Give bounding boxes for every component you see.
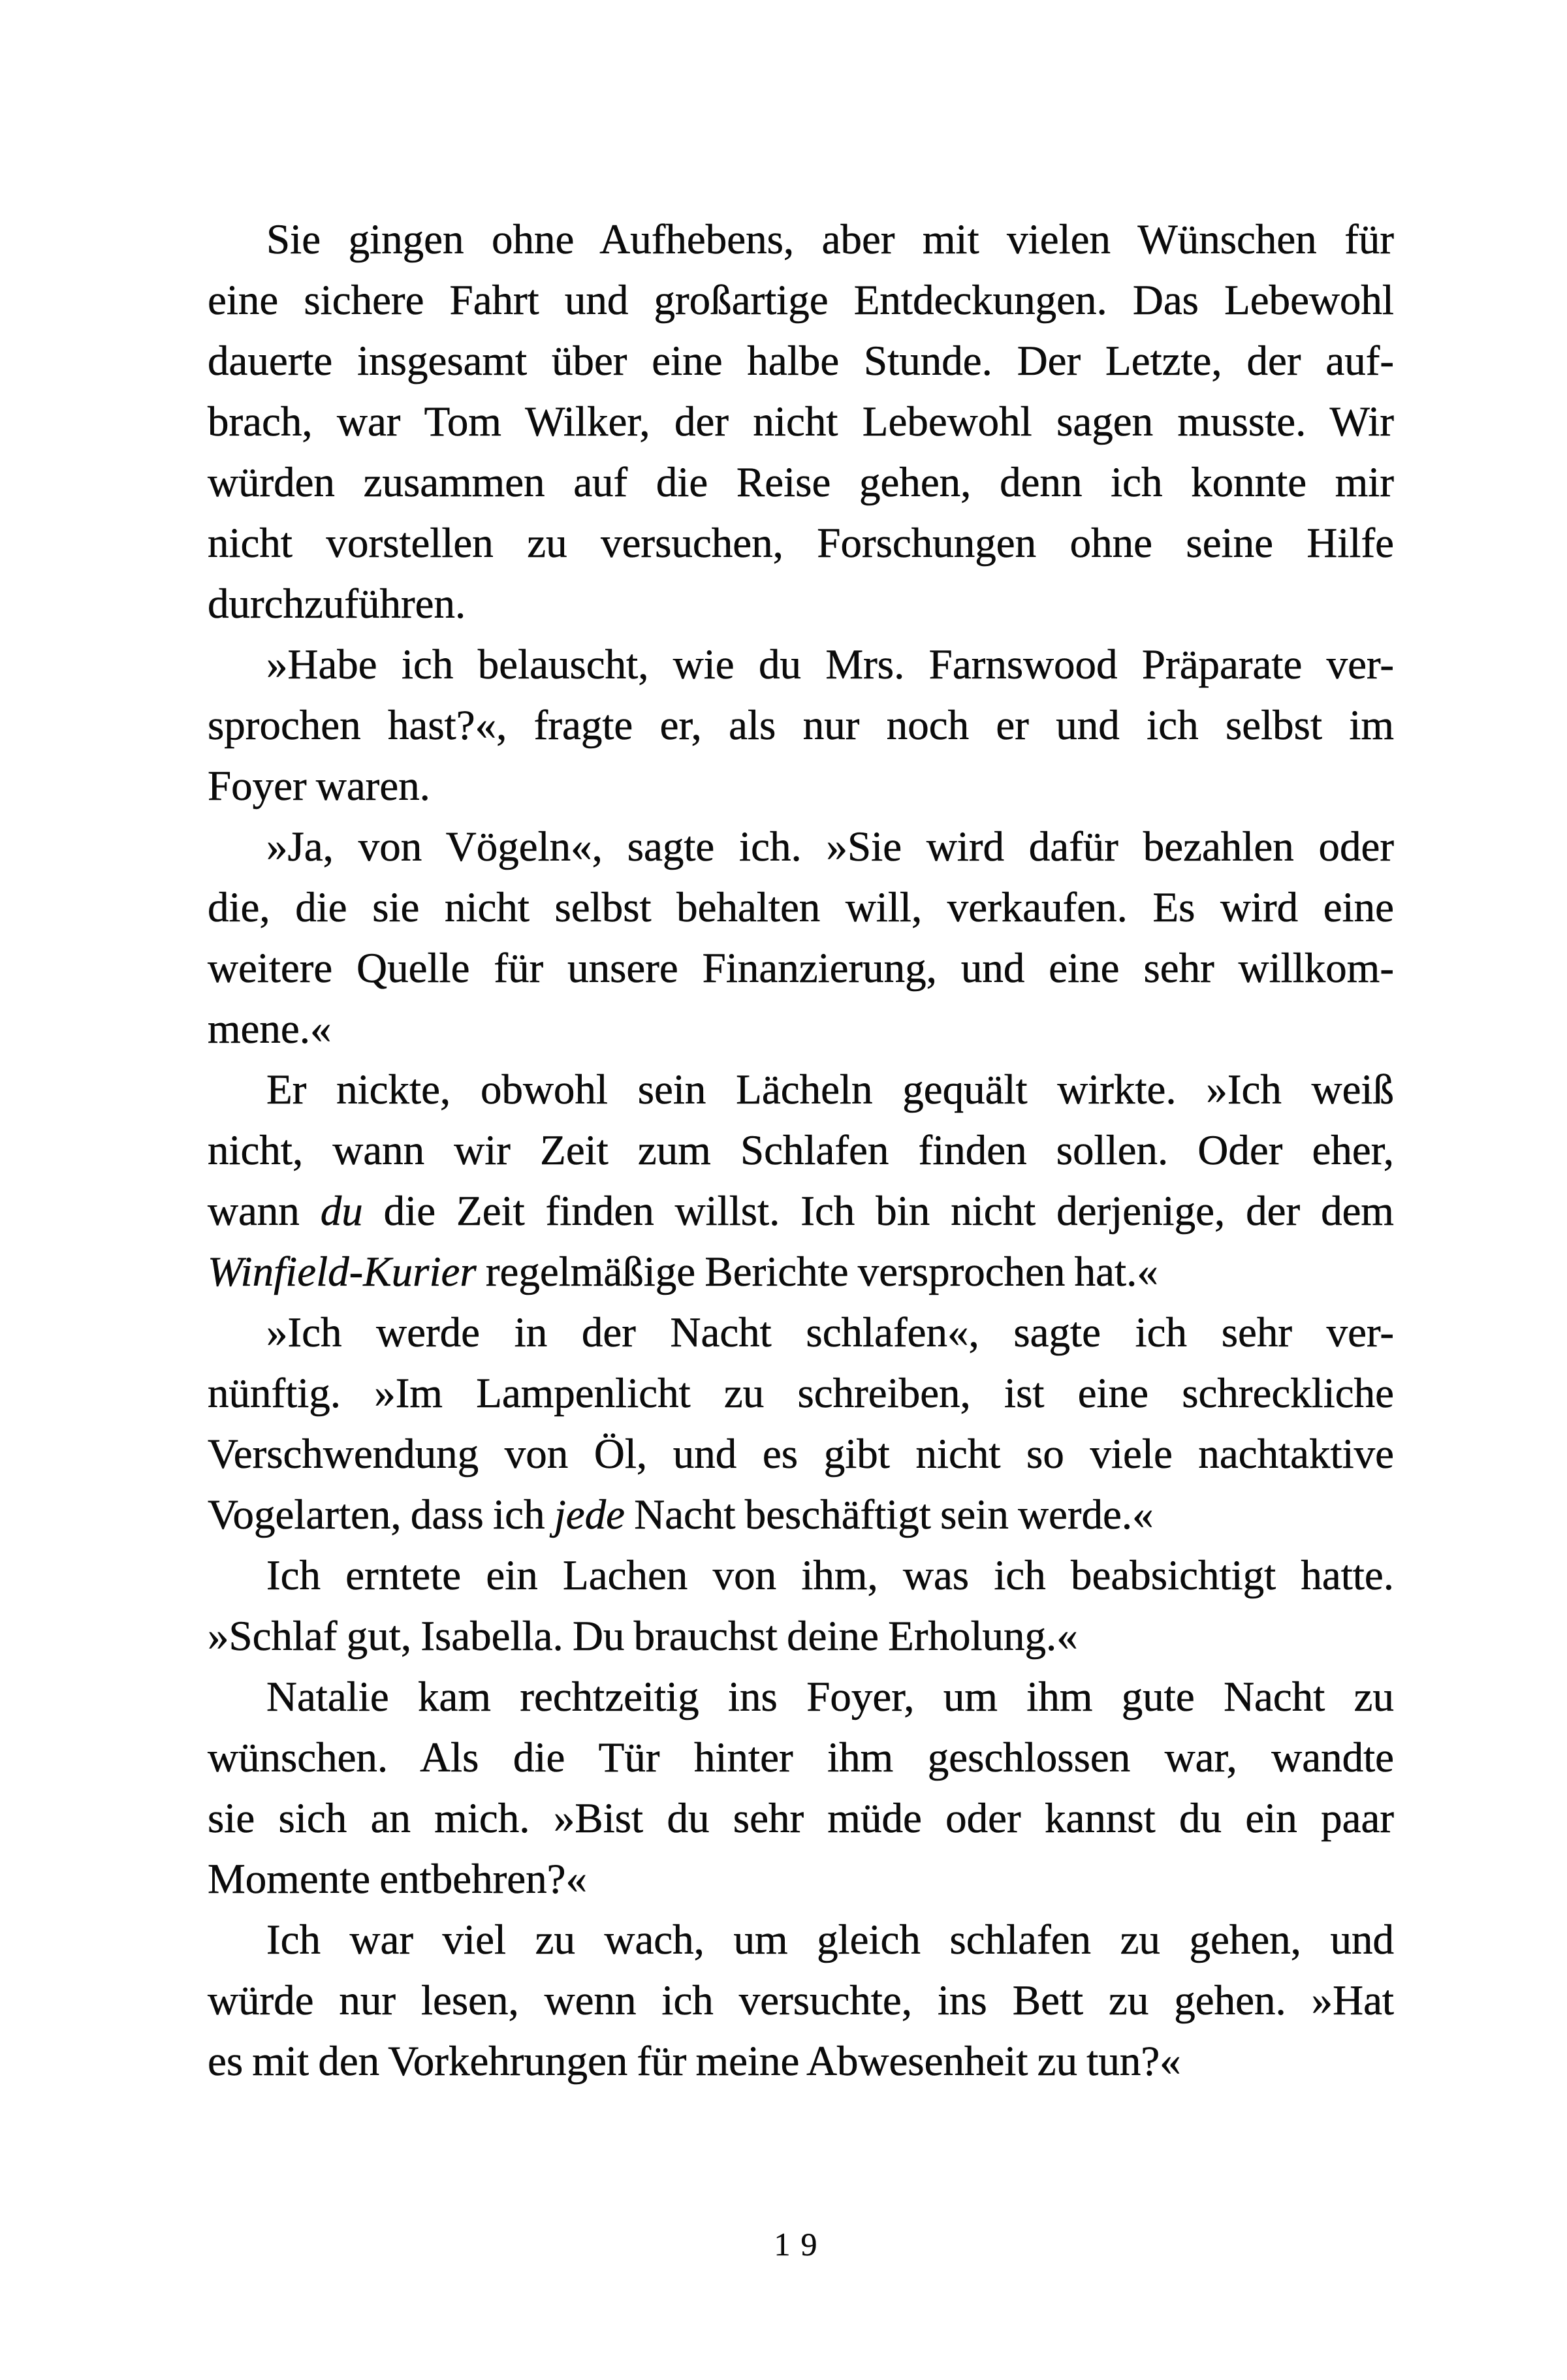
text-segment: brach, war Tom Wilker, der nicht Lebewohl sagen musste. Wir (208, 398, 1394, 445)
text-segment: wann (208, 1188, 321, 1235)
text-line (208, 938, 1394, 999)
text-line (208, 270, 1394, 331)
text-segment: durchzuführen. (208, 580, 466, 627)
text-segment: würden zusammen auf die Reise gehen, denn ich konnte mir (208, 459, 1394, 506)
paragraph (208, 1667, 1394, 1910)
text-segment: Ich war viel zu wach, um gleich schlafen zu gehen, und (266, 1916, 1394, 1963)
text-line (208, 1849, 1394, 1910)
text-segment: Natalie kam rechtzeitig ins Foyer, um ihm gute Nacht zu (266, 1674, 1394, 1721)
text-line (208, 635, 1394, 695)
page-number: 19 (774, 2226, 828, 2262)
text-line (208, 452, 1394, 513)
text-line (208, 1363, 1394, 1424)
text-segment: wünschen. Als die Tür hinter ihm geschlossen war, wandte (208, 1734, 1394, 1781)
text-segment: die Zeit finden willst. Ich bin nicht derjenige, der dem (362, 1188, 1394, 1235)
text-line (208, 1060, 1394, 1120)
text-segment: es mit den Vorkehrungen für meine Abwesenheit zu tun?« (208, 2038, 1181, 2085)
text-segment: nicht vorstellen zu versuchen, Forschungen ohne seine Hilfe (208, 520, 1394, 567)
text-line (208, 756, 1394, 817)
italic-text: Winfield-Kurier (208, 1248, 477, 1295)
text-line (208, 1485, 1394, 1546)
paragraph (208, 1060, 1394, 1303)
text-line (208, 1910, 1394, 1971)
text-line (208, 331, 1394, 392)
text-segment: Er nickte, obwohl sein Lächeln gequält wirkte. »Ich weiß (266, 1066, 1394, 1113)
text-segment: sprochen hast?«, fragte er, als nur noch er und ich selbst im (208, 702, 1394, 749)
text-segment: »Schlaf gut, Isabella. Du brauchst deine Erholung.« (208, 1613, 1078, 1660)
text-segment: »Ich werde in der Nacht schlafen«, sagte ich sehr ver- (266, 1309, 1394, 1356)
text-segment: nicht, wann wir Zeit zum Schlafen finden sollen. Oder eher, (208, 1127, 1394, 1174)
text-line (208, 1971, 1394, 2031)
text-segment: »Habe ich belauscht, wie du Mrs. Farnswood Präparate ver- (266, 641, 1394, 688)
text-segment: würde nur lesen, wenn ich versuchte, ins Bett zu gehen. »Hat (208, 1977, 1394, 2024)
text-line (208, 392, 1394, 452)
text-line (208, 1788, 1394, 1849)
text-segment: mene.« (208, 1006, 332, 1053)
text-line (208, 1606, 1394, 1667)
text-segment: Ich erntete ein Lachen von ihm, was ich beabsichtigt hatte. (266, 1552, 1394, 1599)
text-segment: dauerte insgesamt über eine halbe Stunde. Der Letzte, der auf- (208, 338, 1394, 385)
text-line (208, 1546, 1394, 1606)
text-line (208, 1728, 1394, 1788)
text-line (208, 695, 1394, 756)
paragraph (208, 1910, 1394, 2092)
text-segment: »Ja, von Vögeln«, sagte ich. »Sie wird dafür bezahlen oder (266, 823, 1394, 870)
text-line (208, 2031, 1394, 2092)
paragraph (208, 1546, 1394, 1667)
text-line (208, 1303, 1394, 1363)
text-segment: sie sich an mich. »Bist du sehr müde oder kannst du ein paar (208, 1795, 1394, 1842)
text-line (208, 1424, 1394, 1485)
text-line (208, 1242, 1394, 1303)
text-line (208, 999, 1394, 1060)
italic-text: jede (554, 1491, 625, 1538)
text-segment: Sie gingen ohne Aufhebens, aber mit vielen Wünschen für (266, 216, 1394, 263)
text-segment: die, die sie nicht selbst behalten will, verkaufen. Es wird eine (208, 884, 1394, 931)
paragraph (208, 635, 1394, 817)
text-line (208, 1181, 1394, 1242)
text-segment: Verschwendung von Öl, und es gibt nicht so viele nachtaktive (208, 1431, 1394, 1478)
text-line (208, 513, 1394, 574)
text-segment: weitere Quelle für unsere Finanzierung, und eine sehr willkom- (208, 945, 1394, 992)
text-segment: eine sichere Fahrt und großartige Entdeckungen. Das Lebewohl (208, 277, 1394, 324)
text-segment: Momente entbehren?« (208, 1856, 587, 1903)
text-segment: Vogelarten, dass ich (208, 1491, 554, 1538)
paragraph (208, 210, 1394, 635)
text-segment: Foyer waren. (208, 763, 430, 810)
text-line (208, 878, 1394, 938)
text-segment: regelmäßige Berichte versprochen hat.« (476, 1248, 1158, 1295)
text-line (208, 210, 1394, 270)
text-line (208, 574, 1394, 635)
italic-text: du (320, 1188, 363, 1235)
text-segment: Nacht beschäftigt sein werde.« (625, 1491, 1154, 1538)
text-line (208, 817, 1394, 878)
text-block (208, 210, 1394, 2092)
paragraph (208, 817, 1394, 1060)
text-line (208, 1120, 1394, 1181)
text-segment: nünftig. »Im Lampenlicht zu schreiben, ist eine schreckliche (208, 1370, 1394, 1417)
text-line (208, 1667, 1394, 1728)
paragraph (208, 1303, 1394, 1546)
